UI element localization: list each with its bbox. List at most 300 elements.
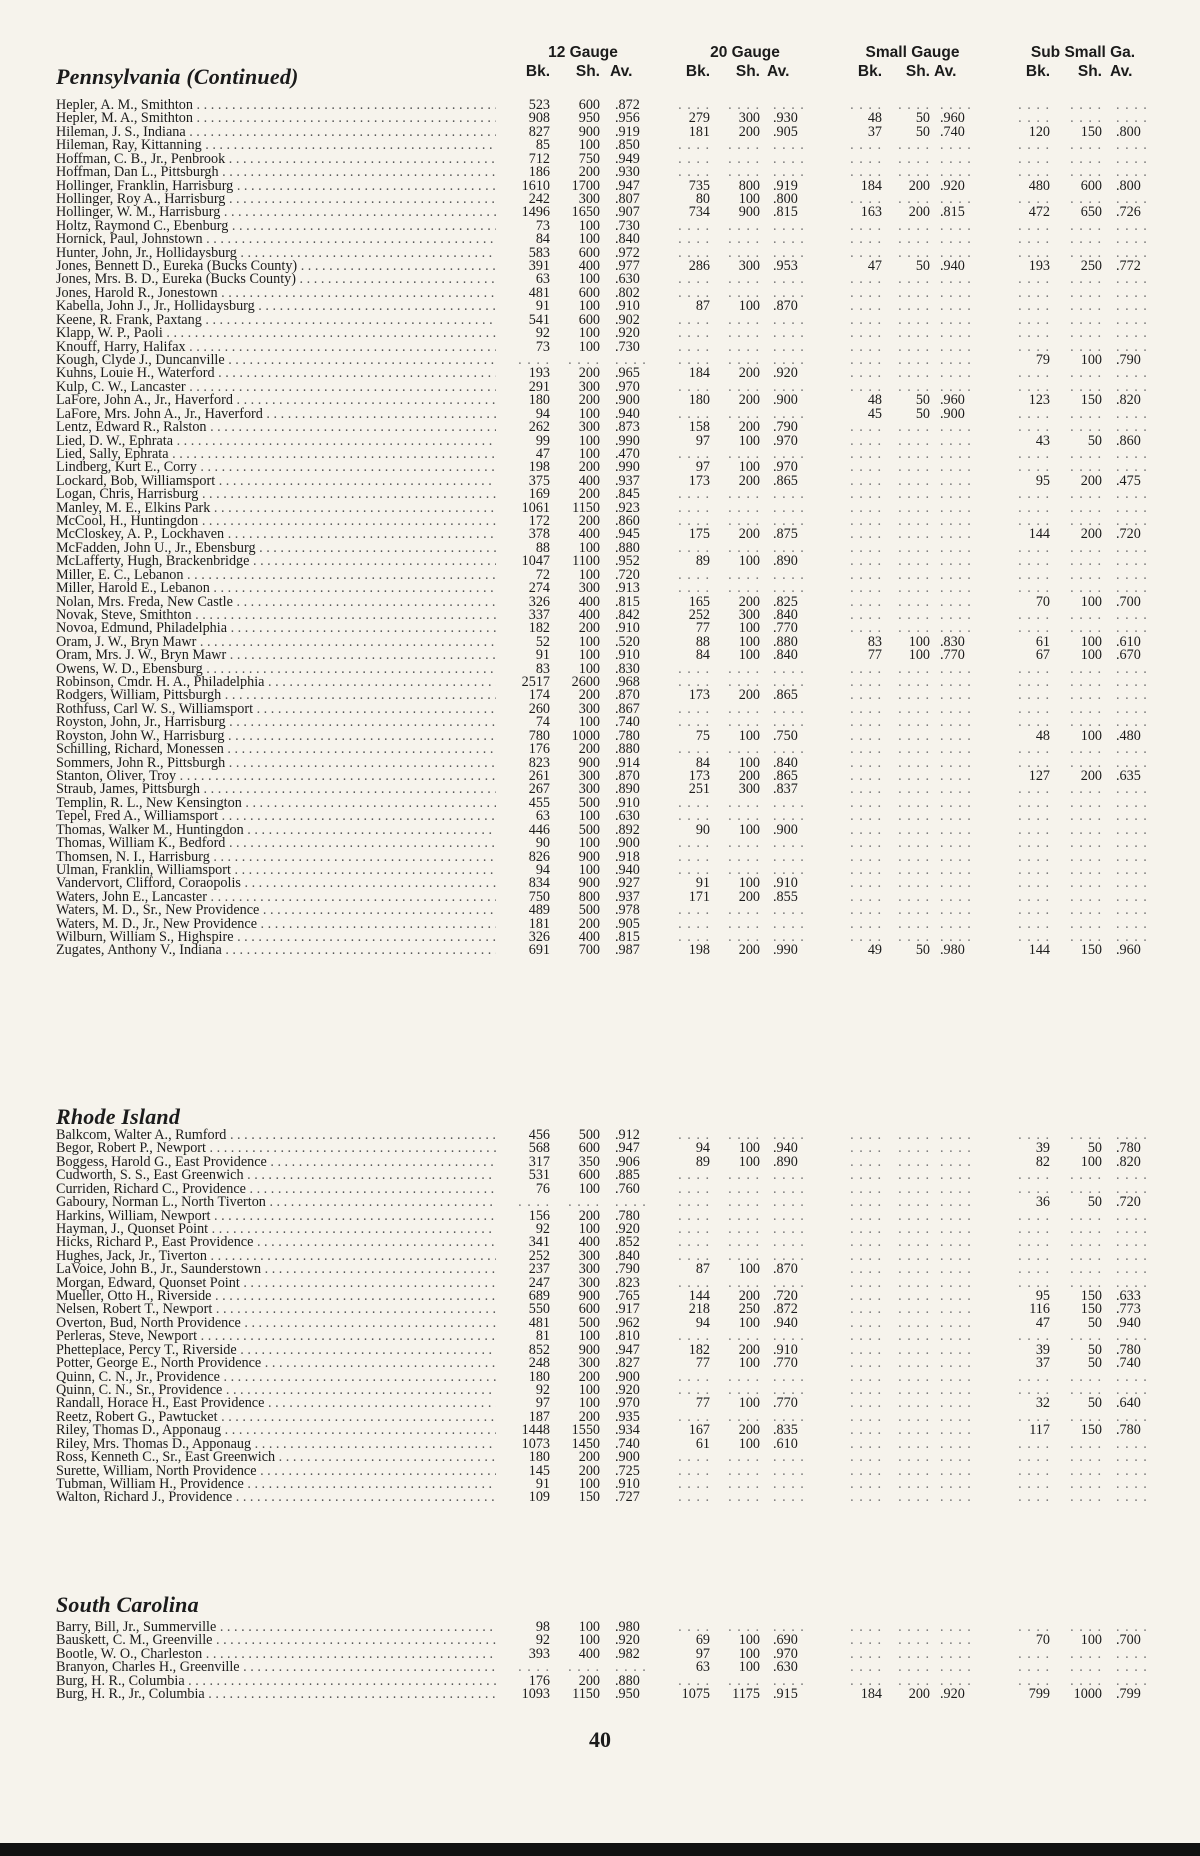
g20-sh-cell: 200	[738, 392, 760, 409]
empty-cell-dots: . . . .	[1018, 1234, 1050, 1251]
shooter-name: Burg, H. R., Columbia . . .	[56, 1674, 496, 1689]
empty-cell-dots: . . . .	[850, 1261, 882, 1278]
empty-cell-dots: . . . .	[940, 1395, 972, 1412]
empty-cell-dots: . . . .	[1116, 888, 1148, 905]
shooter-name: Kough, Clyde J., Duncanville . . .	[56, 353, 496, 368]
empty-cell-dots: . . . .	[898, 137, 930, 154]
gs-sh-cell: 200	[908, 177, 930, 194]
g20-sh-cell: 200	[738, 888, 760, 905]
empty-cell-dots: . . . .	[1070, 1261, 1102, 1278]
g12-bk-cell: 456	[528, 1127, 550, 1143]
g12-bk-cell: 72	[535, 566, 550, 583]
empty-cell-dots: . . . .	[728, 1408, 760, 1425]
empty-cell-dots: . . . .	[850, 1659, 882, 1676]
empty-cell-dots: . . . .	[773, 1207, 805, 1224]
empty-cell-dots: . . . .	[1018, 110, 1050, 127]
g20-av-cell: .750	[773, 727, 798, 744]
empty-cell-dots: . . . .	[1018, 486, 1050, 503]
shooter-name: Thomsen, N. I., Harrisburg . . .	[56, 850, 496, 865]
empty-cell-dots: . . . .	[773, 580, 805, 597]
g12-bk-cell: 242	[528, 190, 550, 207]
g12-bk-cell: 1448	[521, 1422, 550, 1439]
empty-cell-dots: . . . .	[940, 1328, 972, 1345]
empty-cell-dots: . . . .	[1116, 835, 1148, 852]
g20-sh-cell: 100	[738, 1261, 760, 1278]
empty-cell-dots: . . . .	[773, 1672, 805, 1689]
g12-av-cell: .972	[615, 244, 640, 261]
shooter-name: Hoffman, Dan L., Pittsburgh . . .	[56, 165, 496, 180]
g20-av-cell: .770	[773, 620, 798, 637]
g12-sh-cell: 200	[578, 1207, 600, 1224]
empty-cell-dots: . . . .	[898, 593, 930, 610]
g12-bk-cell: 823	[528, 754, 550, 771]
gss-sh-cell: 200	[1080, 768, 1102, 784]
g12-sh-cell: 100	[578, 1395, 600, 1412]
g20-sh-cell: 100	[738, 1645, 760, 1662]
g20-bk-cell: 80	[695, 190, 710, 207]
empty-cell-dots: . . . .	[1018, 190, 1050, 207]
empty-cell-dots: . . . .	[850, 526, 882, 543]
empty-cell-dots: . . . .	[1116, 150, 1148, 167]
g12-av-cell: .740	[615, 1435, 640, 1452]
g12-bk-cell: 326	[528, 593, 550, 610]
shooter-name: Knouff, Harry, Halifax . . .	[56, 340, 496, 355]
shooter-name: Kulp, C. W., Lancaster . . .	[56, 380, 496, 395]
g20-av-cell: .840	[773, 647, 798, 664]
empty-cell-dots: . . . .	[1070, 1247, 1102, 1264]
gss-av-cell: .800	[1116, 177, 1141, 194]
empty-cell-dots: . . . .	[850, 768, 882, 784]
empty-cell-dots: . . . .	[940, 472, 972, 489]
g12-av-cell: .725	[615, 1462, 640, 1479]
g12-bk-cell: 1073	[521, 1435, 550, 1452]
g20-sh-cell: 100	[738, 821, 760, 838]
g20-av-cell: .970	[773, 432, 798, 449]
empty-cell-dots: . . . .	[678, 378, 710, 395]
g12-bk-cell: 180	[528, 1449, 550, 1466]
gs-bk-cell: 48	[867, 110, 882, 127]
gs-sh-cell: 50	[915, 942, 930, 959]
shooter-name: Novoa, Edmund, Philadelphia . . .	[56, 621, 496, 636]
g12-bk-cell: 198	[528, 459, 550, 476]
g20-bk-cell: 94	[695, 1140, 710, 1157]
empty-cell-dots: . . . .	[1116, 580, 1148, 597]
empty-cell-dots: . . . .	[1018, 741, 1050, 758]
g12-sh-cell: 200	[578, 392, 600, 409]
empty-cell-dots: . . . .	[850, 1449, 882, 1466]
g20-av-cell: .910	[773, 1341, 798, 1358]
g12-sh-cell: 200	[578, 1449, 600, 1466]
empty-cell-dots: . . . .	[1070, 311, 1102, 328]
empty-cell-dots: . . . .	[728, 1619, 760, 1635]
g12-av-cell: .920	[615, 1632, 640, 1649]
empty-cell-dots: . . . .	[898, 1194, 930, 1211]
empty-cell-dots: . . . .	[898, 311, 930, 328]
gss-sh-cell: 150	[1080, 1422, 1102, 1439]
empty-cell-dots: . . . .	[1070, 861, 1102, 878]
empty-cell-dots: . . . .	[940, 1314, 972, 1331]
empty-cell-dots: . . . .	[940, 311, 972, 328]
empty-cell-dots: . . . .	[850, 727, 882, 744]
empty-cell-dots: . . . .	[728, 486, 760, 503]
empty-cell-dots: . . . .	[850, 190, 882, 207]
g20-bk-cell: 97	[695, 459, 710, 476]
empty-cell-dots: . . . .	[1070, 150, 1102, 167]
empty-cell-dots: . . . .	[940, 754, 972, 771]
empty-cell-dots: . . . .	[850, 1328, 882, 1345]
g12-sh-cell: 500	[578, 821, 600, 838]
empty-cell-dots: . . . .	[1116, 1672, 1148, 1689]
empty-cell-dots: . . . .	[1018, 137, 1050, 154]
empty-cell-dots: . . . .	[898, 1220, 930, 1237]
g12-av-cell: .845	[615, 486, 640, 503]
empty-cell-dots: . . . .	[898, 164, 930, 181]
gss-sh-cell: 150	[1080, 1301, 1102, 1318]
empty-cell-dots: . . . .	[1070, 1659, 1102, 1676]
empty-cell-dots: . . . .	[728, 311, 760, 328]
empty-cell-dots: . . . .	[1116, 929, 1148, 946]
g20-av-cell: .872	[773, 1301, 798, 1318]
empty-cell-dots: . . . .	[678, 1234, 710, 1251]
shooter-name: Miller, Harold E., Lebanon . . .	[56, 581, 496, 596]
g12-bk-cell: 391	[528, 258, 550, 275]
g12-sh-cell: 300	[578, 1274, 600, 1291]
empty-cell-dots: . . . .	[1116, 1180, 1148, 1197]
empty-cell-dots: . . . .	[1070, 821, 1102, 838]
empty-cell-dots: . . . .	[1018, 674, 1050, 691]
g12-bk-cell: 1047	[521, 553, 550, 570]
empty-cell-dots: . . . .	[728, 674, 760, 691]
empty-cell-dots: . . . .	[898, 902, 930, 919]
g20-sh-cell: 200	[738, 365, 760, 382]
g12-bk-cell: 1061	[521, 499, 550, 516]
g12-av-cell: .470	[615, 445, 640, 462]
empty-cell-dots: . . . .	[728, 1328, 760, 1345]
empty-cell-dots: . . . .	[850, 620, 882, 637]
empty-cell-dots: . . . .	[898, 1659, 930, 1676]
g12-sh-cell: 300	[578, 700, 600, 717]
empty-cell-dots: . . . .	[1116, 1328, 1148, 1345]
g20-bk-cell: 88	[695, 633, 710, 650]
empty-cell-dots: . . . .	[1116, 217, 1148, 234]
empty-cell-dots: . . . .	[898, 365, 930, 382]
gss-sh-cell: 50	[1087, 1395, 1102, 1412]
g12-bk-cell: 172	[528, 513, 550, 530]
empty-cell-dots: . . . .	[1018, 1381, 1050, 1398]
g12-av-cell: .930	[615, 164, 640, 181]
empty-cell-dots: . . . .	[773, 217, 805, 234]
empty-cell-dots: . . . .	[1116, 459, 1148, 476]
empty-cell-dots: . . . .	[898, 714, 930, 731]
empty-cell-dots: . . . .	[1116, 1645, 1148, 1662]
empty-cell-dots: . . . .	[1116, 1462, 1148, 1479]
g12-sh-cell: 1700	[571, 177, 600, 194]
shooter-name: Sommers, John R., Pittsburgh . . .	[56, 756, 496, 771]
empty-cell-dots: . . . .	[773, 1234, 805, 1251]
empty-cell-dots: . . . .	[773, 861, 805, 878]
gs-av-cell: .740	[940, 123, 965, 140]
empty-cell-dots: . . . .	[850, 566, 882, 583]
g12-sh-cell: 1450	[571, 1435, 600, 1452]
empty-cell-dots: . . . .	[940, 137, 972, 154]
empty-cell-dots: . . . .	[898, 526, 930, 543]
g12-av-cell: .907	[615, 204, 640, 221]
gss-sh-cell: 100	[1080, 351, 1102, 368]
empty-cell-dots: . . . .	[728, 1167, 760, 1184]
gss-bk-cell: 144	[1028, 942, 1050, 959]
g12-av-cell: .968	[615, 674, 640, 691]
empty-cell-dots: . . . .	[898, 1489, 930, 1506]
gss-av-cell: .799	[1116, 1686, 1141, 1703]
shooter-name: Randall, Horace H., East Providence . . .	[56, 1396, 496, 1411]
g20-bk-cell: 61	[695, 1435, 710, 1452]
empty-cell-dots: . . . .	[898, 1288, 930, 1305]
empty-cell-dots: . . . .	[1018, 150, 1050, 167]
empty-cell-dots: . . . .	[1018, 499, 1050, 516]
empty-cell-dots: . . . .	[898, 459, 930, 476]
g12-av-cell: .970	[615, 1395, 640, 1412]
empty-cell-dots: . . . .	[728, 1381, 760, 1398]
g20-av-cell: .837	[773, 781, 798, 798]
g12-sh-cell: 1550	[571, 1422, 600, 1439]
gss-av-cell: .820	[1116, 1153, 1141, 1170]
empty-cell-dots: . . . .	[773, 271, 805, 288]
g12-av-cell: .910	[615, 794, 640, 811]
g20-av-cell: .930	[773, 110, 798, 127]
empty-cell-dots: . . . .	[678, 1489, 710, 1506]
g12-bk-cell: 91	[535, 298, 550, 315]
empty-cell-dots: . . . .	[940, 727, 972, 744]
shooter-name: Hollinger, Franklin, Harrisburg . . .	[56, 179, 496, 194]
empty-cell-dots: . . . .	[773, 1247, 805, 1264]
g20-bk-cell: 173	[688, 687, 710, 704]
col-header-bk: Bk.	[525, 63, 550, 80]
g12-bk-cell: 274	[528, 580, 550, 597]
empty-cell-dots: . . . .	[678, 284, 710, 301]
empty-cell-dots: . . . .	[940, 1368, 972, 1385]
empty-cell-dots: . . . .	[728, 164, 760, 181]
empty-cell-dots: . . . .	[678, 1247, 710, 1264]
gs-av-cell: .960	[940, 392, 965, 409]
empty-cell-dots: . . . .	[1070, 687, 1102, 704]
g12-av-cell: .919	[615, 123, 640, 140]
g12-bk-cell: 262	[528, 419, 550, 436]
empty-cell-dots: . . . .	[898, 486, 930, 503]
shooter-name: Templin, R. L., New Kensington . . .	[56, 796, 496, 811]
empty-cell-dots: . . . .	[940, 674, 972, 691]
empty-cell-dots: . . . .	[728, 794, 760, 811]
empty-cell-dots: . . . .	[773, 150, 805, 167]
empty-cell-dots: . . . .	[898, 888, 930, 905]
empty-cell-dots: . . . .	[1116, 513, 1148, 530]
g20-sh-cell: 200	[738, 1422, 760, 1439]
empty-cell-dots: . . . .	[850, 1619, 882, 1635]
g20-av-cell: .865	[773, 768, 798, 784]
empty-cell-dots: . . . .	[728, 97, 760, 113]
empty-cell-dots: . . . .	[850, 700, 882, 717]
empty-cell-dots: . . . .	[1116, 674, 1148, 691]
empty-cell-dots: . . . .	[728, 714, 760, 731]
col-header-sh: Sh.	[905, 63, 930, 80]
g12-av-cell: .977	[615, 258, 640, 275]
empty-cell-dots: . . . .	[678, 1368, 710, 1385]
g12-av-cell: .910	[615, 298, 640, 315]
empty-cell-dots: . . . .	[940, 620, 972, 637]
empty-cell-dots: . . . .	[678, 580, 710, 597]
gss-sh-cell: 150	[1080, 942, 1102, 959]
empty-cell-dots: . . . .	[1018, 1462, 1050, 1479]
g12-bk-cell: 99	[535, 432, 550, 449]
shooter-name: Cudworth, S. S., East Greenwich . . .	[56, 1168, 496, 1183]
gss-sh-cell: 250	[1080, 258, 1102, 275]
empty-cell-dots: . . . .	[850, 781, 882, 798]
empty-cell-dots: . . . .	[898, 513, 930, 530]
empty-cell-dots: . . . .	[678, 1274, 710, 1291]
gs-sh-cell: 50	[915, 405, 930, 422]
empty-cell-dots: . . . .	[940, 1288, 972, 1305]
g12-av-cell: .810	[615, 1328, 640, 1345]
empty-cell-dots: . . . .	[898, 1672, 930, 1689]
empty-cell-dots: . . . .	[773, 244, 805, 261]
col-header-sh: Sh.	[1077, 63, 1102, 80]
empty-cell-dots: . . . .	[940, 526, 972, 543]
empty-cell-dots: . . . .	[898, 700, 930, 717]
empty-cell-dots: . . . .	[615, 1659, 647, 1676]
empty-cell-dots: . . . .	[678, 338, 710, 355]
g12-av-cell: .630	[615, 271, 640, 288]
gs-bk-cell: 77	[867, 647, 882, 664]
empty-cell-dots: . . . .	[850, 1247, 882, 1264]
gs-av-cell: .900	[940, 405, 965, 422]
empty-cell-dots: . . . .	[1116, 1368, 1148, 1385]
empty-cell-dots: . . . .	[728, 566, 760, 583]
gss-av-cell: .640	[1116, 1395, 1141, 1412]
g12-av-cell: .910	[615, 647, 640, 664]
empty-cell-dots: . . . .	[940, 150, 972, 167]
empty-cell-dots: . . . .	[773, 848, 805, 865]
empty-cell-dots: . . . .	[850, 1314, 882, 1331]
empty-cell-dots: . . . .	[678, 1619, 710, 1635]
section-title: Rhode Island	[56, 1104, 181, 1129]
empty-cell-dots: . . . .	[1018, 378, 1050, 395]
empty-cell-dots: . . . .	[898, 539, 930, 556]
gs-av-cell: .770	[940, 647, 965, 664]
empty-cell-dots: . . . .	[850, 1140, 882, 1157]
empty-cell-dots: . . . .	[1018, 660, 1050, 677]
gss-bk-cell: 70	[1035, 593, 1050, 610]
gs-bk-cell: 184	[860, 177, 882, 194]
g20-sh-cell: 100	[738, 1435, 760, 1452]
gs-bk-cell: 37	[867, 123, 882, 140]
empty-cell-dots: . . . .	[1018, 539, 1050, 556]
empty-cell-dots: . . . .	[898, 1381, 930, 1398]
empty-cell-dots: . . . .	[898, 1645, 930, 1662]
g20-bk-cell: 97	[695, 432, 710, 449]
empty-cell-dots: . . . .	[773, 741, 805, 758]
empty-cell-dots: . . . .	[1070, 606, 1102, 623]
empty-cell-dots: . . . .	[940, 915, 972, 932]
g12-sh-cell: 600	[578, 1167, 600, 1184]
empty-cell-dots: . . . .	[850, 1381, 882, 1398]
gss-av-cell: .720	[1116, 526, 1141, 543]
gss-av-cell: .670	[1116, 647, 1141, 664]
empty-cell-dots: . . . .	[898, 1355, 930, 1372]
empty-cell-dots: . . . .	[1070, 298, 1102, 315]
empty-cell-dots: . . . .	[940, 848, 972, 865]
empty-cell-dots: . . . .	[773, 1381, 805, 1398]
empty-cell-dots: . . . .	[1018, 217, 1050, 234]
empty-cell-dots: . . . .	[773, 405, 805, 422]
empty-cell-dots: . . . .	[1116, 405, 1148, 422]
empty-cell-dots: . . . .	[678, 164, 710, 181]
empty-cell-dots: . . . .	[1116, 1167, 1148, 1184]
g12-sh-cell: 600	[578, 244, 600, 261]
shooter-name: Hollinger, W. M., Harrisburg . . .	[56, 205, 496, 220]
g12-av-cell: .982	[615, 1645, 640, 1662]
empty-cell-dots: . . . .	[850, 808, 882, 825]
empty-cell-dots: . . . .	[850, 325, 882, 342]
group-header-sub-small-gauge: Sub Small Ga.	[1030, 44, 1136, 61]
empty-cell-dots: . . . .	[940, 298, 972, 315]
empty-cell-dots: . . . .	[898, 338, 930, 355]
empty-cell-dots: . . . .	[940, 1180, 972, 1197]
empty-cell-dots: . . . .	[940, 1167, 972, 1184]
shooter-name: Hornick, Paul, Johnstown . . .	[56, 232, 496, 247]
empty-cell-dots: . . . .	[1070, 405, 1102, 422]
empty-cell-dots: . . . .	[1070, 164, 1102, 181]
empty-cell-dots: . . . .	[1018, 835, 1050, 852]
empty-cell-dots: . . . .	[898, 620, 930, 637]
empty-cell-dots: . . . .	[898, 553, 930, 570]
empty-cell-dots: . . . .	[1070, 848, 1102, 865]
empty-cell-dots: . . . .	[940, 1422, 972, 1439]
g20-av-cell: .915	[773, 1686, 798, 1703]
empty-cell-dots: . . . .	[940, 888, 972, 905]
g12-bk-cell: 91	[535, 1475, 550, 1492]
g12-sh-cell: 900	[578, 123, 600, 140]
g12-av-cell: .987	[615, 942, 640, 959]
g12-bk-cell: 237	[528, 1261, 550, 1278]
g12-bk-cell: 94	[535, 861, 550, 878]
empty-cell-dots: . . . .	[773, 1408, 805, 1425]
g12-av-cell: .815	[615, 929, 640, 946]
gss-sh-cell: 50	[1087, 1194, 1102, 1211]
g20-av-cell: .870	[773, 298, 798, 315]
g20-sh-cell: 100	[738, 1153, 760, 1170]
empty-cell-dots: . . . .	[940, 929, 972, 946]
empty-cell-dots: . . . .	[1116, 97, 1148, 113]
empty-cell-dots: . . . .	[518, 351, 550, 368]
g12-sh-cell: 200	[578, 1368, 600, 1385]
gs-bk-cell: 49	[867, 942, 882, 959]
empty-cell-dots: . . . .	[898, 1234, 930, 1251]
empty-cell-dots: . . . .	[898, 727, 930, 744]
gs-av-cell: .830	[940, 633, 965, 650]
g12-sh-cell: 400	[578, 606, 600, 623]
g20-sh-cell: 100	[738, 432, 760, 449]
empty-cell-dots: . . . .	[940, 1435, 972, 1452]
g12-sh-cell: 200	[578, 1408, 600, 1425]
empty-cell-dots: . . . .	[1018, 821, 1050, 838]
empty-cell-dots: . . . .	[1070, 781, 1102, 798]
empty-cell-dots: . . . .	[898, 1167, 930, 1184]
gss-av-cell: .960	[1116, 942, 1141, 959]
gs-bk-cell: 48	[867, 392, 882, 409]
g12-av-cell: .780	[615, 1207, 640, 1224]
g12-sh-cell: 400	[578, 1645, 600, 1662]
gs-bk-cell: 47	[867, 258, 882, 275]
g12-bk-cell: 193	[528, 365, 550, 382]
